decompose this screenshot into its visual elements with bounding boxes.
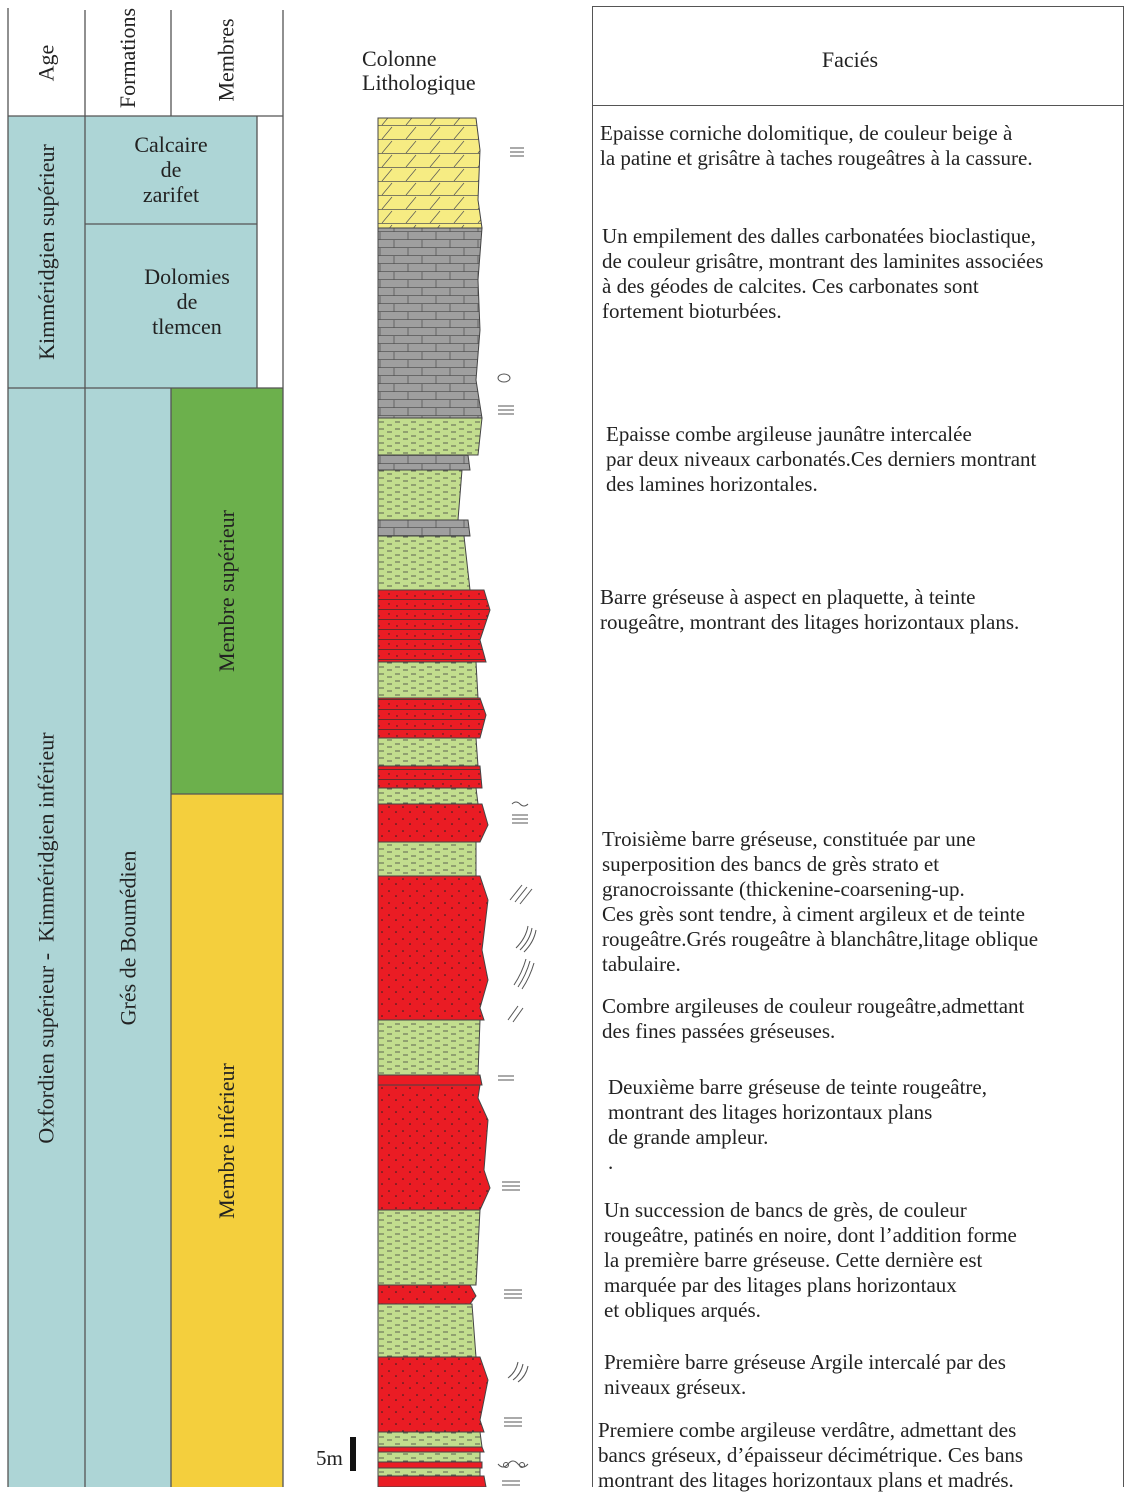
facies-text-1: Epaisse corniche dolomitique, de couleur beige à la patine et grisâtre à taches rougeâtres à la cassure. (600, 121, 1033, 170)
formation-calcaire-zarifet: Calcaire de zarifet (134, 132, 208, 207)
sedimentary-structure-symbols (498, 148, 536, 1485)
oblique-bedding-icon (510, 885, 532, 904)
horizontal-lamination-icon (512, 815, 528, 823)
stratigraphic-table (0, 0, 290, 1487)
scale-bar (350, 1437, 356, 1471)
formation-dolomies-tlemcen: Dolomies de tlemcen (144, 264, 230, 339)
horizontal-lamination-icon (502, 1182, 520, 1190)
horizontal-lamination-icon (502, 1481, 520, 1485)
header-formations: Formations (115, 7, 141, 109)
horizontal-lamination-icon (498, 406, 514, 414)
facies-text-3: Epaisse combe argileuse jaunâtre intercalée par deux niveaux carbonatés.Ces derniers montrant des lamines horizontales. (606, 422, 1037, 496)
bed-sandstone-third (378, 804, 488, 1020)
header-membres: Membres (214, 18, 239, 102)
facies-text-9: Première barre gréseuse Argile intercalé par des niveaux gréseux. (604, 1350, 1006, 1399)
flaser-bedding-icon (498, 1461, 528, 1468)
lithologic-column (330, 0, 580, 1487)
cross-bedding-icon (514, 959, 534, 989)
facies-text-8: Un succession de bancs de grès, de couleur rougeâtre, patinés en noire, dont l’addition forme la première barre gréseuse. Cette dernière est marquée par des litages plans horizontaux et obliques arqués. (604, 1198, 1017, 1322)
ripple-icon (512, 802, 528, 806)
age-oxfordien-kimmeridgien: Oxfordien supérieur - Kimméridgien inférieur (33, 731, 59, 1144)
horizontal-lamination-icon (504, 1418, 522, 1426)
header-age: Age (33, 44, 59, 82)
age-kimmeridgien-superieur: Kimméridgien supérieur (33, 144, 59, 360)
bed-sandstone-plaquette (378, 590, 490, 804)
header-colonne-lithologique: Colonne Lithologique (362, 46, 476, 95)
bed-clay-red (378, 1020, 482, 1085)
header-facies: Faciés (821, 47, 879, 72)
facies-text-7: Deuxième barre gréseuse de teinte rougeâtre, montrant des litages horizontaux plans de grande ampleur. . (608, 1075, 987, 1174)
facies-text-10: Premiere combe argileuse verdâtre, admettant des bancs gréseux, d’épaisseur décimétrique. Ces bans montrant des litages horizontaux plans et madrés. (598, 1418, 1024, 1492)
formation-gres-boumedien: Grés de Boumédien (115, 850, 141, 1025)
bed-sandstone-second (378, 1085, 490, 1210)
horizontal-lamination-icon (510, 148, 524, 156)
member-inferieur: Membre inférieur (214, 1062, 240, 1219)
bed-limestone (378, 228, 482, 418)
bed-sandstone-first (378, 1210, 480, 1357)
facies-text-5: Troisième barre gréseuse, constituée par une superposition des bancs de grès strato et granocroissante (thickenine-coarsening-up. Ces grès sont tendre, à ciment argileux et de teinte rougeâtre.Grés rougeâtre à blanchâtre,litage oblique tabulaire. (602, 827, 1039, 976)
horizontal-lamination-icon (498, 1076, 514, 1080)
member-superieur: Membre supérieur (214, 510, 240, 672)
bed-clay-upper (378, 418, 482, 590)
horizontal-lamination-icon (504, 1290, 522, 1298)
facies-header-divider (592, 105, 1124, 106)
facies-text-4: Barre gréseuse à aspect en plaquette, à teinte rougeâtre, montrant des litages horizontaux plans. (600, 585, 1020, 634)
bed-sandstone-clay-base (378, 1357, 488, 1487)
facies-text-2: Un empilement des dalles carbonatées bioclastique, de couleur grisâtre, montrant des laminites associées à des géodes de calcites. Ces carbonates sont fortement bioturbées. (602, 224, 1044, 323)
cross-bedding-icon (508, 1362, 528, 1382)
facies-text-6: Combre argileuses de couleur rougeâtre,admettant des fines passées gréseuses. (602, 994, 1025, 1043)
cross-bedding-icon (516, 926, 536, 952)
bed-dolomite (378, 118, 482, 228)
scale-label: 5m (316, 1446, 343, 1470)
nodule-icon (498, 374, 510, 382)
oblique-bedding-icon (508, 1006, 523, 1022)
